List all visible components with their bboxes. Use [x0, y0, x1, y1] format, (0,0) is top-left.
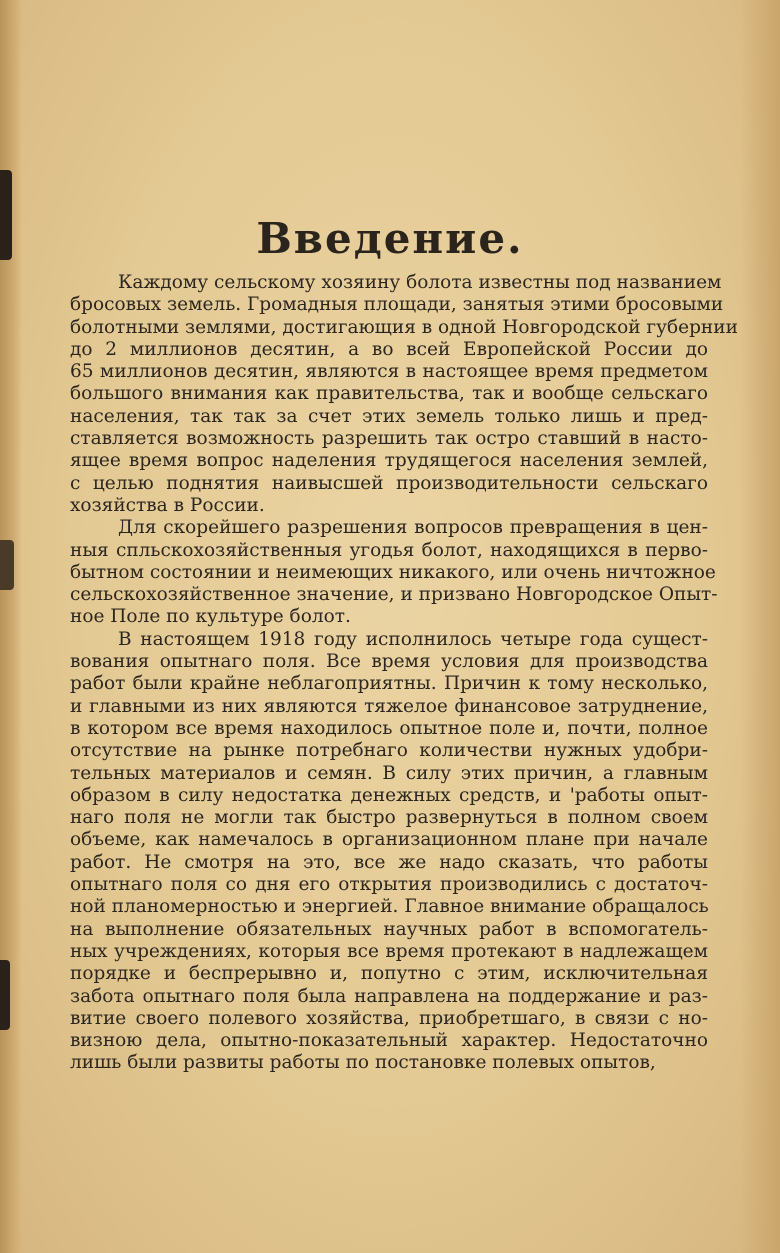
paragraph — [70, 272, 738, 517]
binding-tear — [0, 960, 10, 1030]
text-line: забота опытнаго поля была направлена на поддержание и раз- — [70, 985, 708, 1007]
text-line: Для скорейшего разрешения вопросов превращения в цен- — [118, 517, 708, 539]
text-line: витие своего полевого хозяйства, приобретшаго, в связи с но- — [70, 1007, 708, 1029]
paragraph — [70, 517, 718, 628]
text-line: с целью поднятия наивысшей производительности сельскаго — [70, 472, 708, 494]
text-line: ных учреждениях, которыя все время протекают в надлежащем — [70, 940, 708, 962]
text-line: сельскохозяйственное значение, и призвано Новгородское Опыт- — [70, 584, 718, 606]
text-line: вования опытнаго поля. Все время условия для производства — [70, 651, 708, 673]
text-line: ное Поле по культуре болот. — [70, 606, 351, 628]
text-line: порядке и беспрерывно и, попутно с этим, исключительная — [70, 963, 708, 985]
text-line: ныя спльскохозяйственныя угодья болот, находящихся в перво- — [70, 539, 708, 561]
text-line: до 2 миллионов десятин, а во всей Европейской России до — [70, 338, 708, 360]
text-line: Каждому сельскому хозяину болота известны под названием — [118, 272, 722, 293]
text-line: лишь были развиты работы по постановке полевых опытов, — [70, 1052, 656, 1074]
binding-tear — [0, 540, 14, 590]
paragraph — [70, 629, 708, 1075]
text-line: и главными из них являются тяжелое финансовое затруднение, — [70, 695, 708, 717]
text-line: ной планомерностью и энергией. Главное внимание обращалось — [70, 896, 709, 918]
text-line: в котором все время находилось опытное поле и, почти, полное — [70, 717, 708, 739]
text-line: бытном состоянии и неимеющих никакого, или очень ничтожное — [70, 561, 716, 583]
text-line: населения, так так за счет этих земель только лишь и пред- — [70, 405, 708, 427]
text-line: В настоящем 1918 году исполнилось четыре года сущест- — [118, 628, 708, 650]
document-body — [70, 272, 738, 1075]
text-line: хозяйства в России. — [70, 494, 265, 516]
page-right-edge — [740, 0, 780, 1253]
text-line: визною дела, опытно-показательный характер. Недостаточно — [70, 1030, 708, 1052]
text-line: наго поля не могли так быстро развернуться в полном своем — [70, 807, 708, 829]
text-line: тельных материалов и семян. В силу этих причин, а главным — [70, 762, 708, 784]
text-line: объеме, как намечалось в организационном плане при начале — [70, 829, 708, 851]
text-line: на выполнение обязательных научных работ в вспомогатель- — [70, 918, 708, 940]
text-line: ставляется возможность разрешить так остро ставший в насто- — [70, 428, 708, 450]
text-line: 65 миллионов десятин, являются в настоящее время предметом — [70, 361, 708, 383]
text-line: ящее время вопрос наделения трудящегося населения землей, — [70, 450, 708, 472]
text-line: болотными землями, достигающия в одной Новгородской губернии — [70, 316, 738, 338]
text-line: работ были крайне неблагоприятны. Причин к тому несколько, — [70, 673, 708, 695]
text-line: большого внимания как правительства, так и вообще сельскаго — [70, 383, 708, 405]
text-line: бросовых земель. Громадныя площади, занятыя этими бросовыми — [70, 294, 724, 316]
text-line: работ. Не смотря на это, все же надо сказать, что работы — [70, 851, 708, 873]
text-line: образом в силу недостатка денежных средств, и 'работы опыт- — [70, 784, 708, 806]
text-line: опытнаго поля со дня его открытия производились с достаточ- — [70, 874, 708, 896]
page-title: Введение. — [256, 214, 524, 263]
text-line: отсутствие на рынке потребнаго количестви нужных удобри- — [70, 740, 708, 762]
